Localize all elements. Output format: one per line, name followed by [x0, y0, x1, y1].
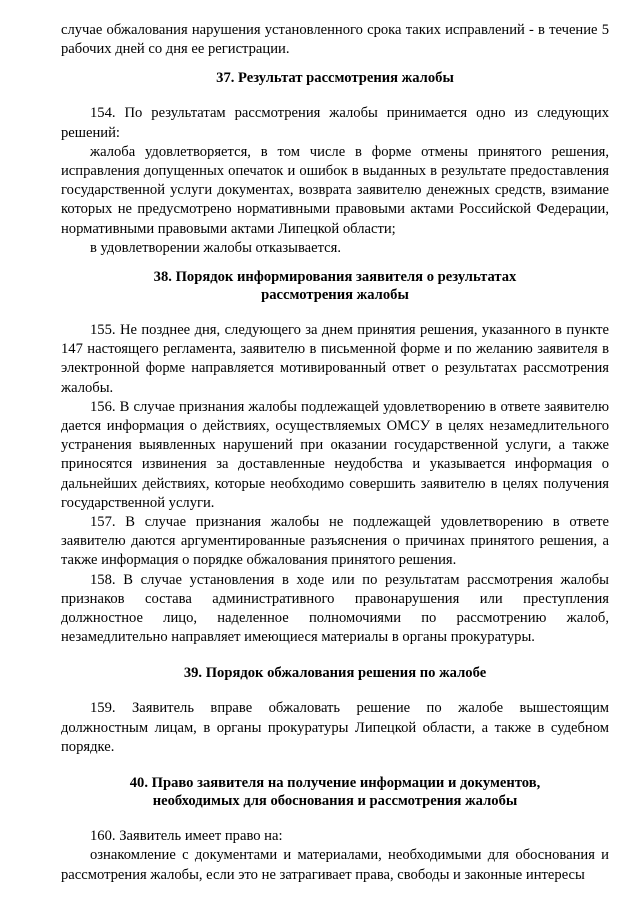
- paragraph-157: 157. В случае признания жалобы не подлежащей удовлетворению в ответе заявителю даются аргументированные разъяснения о причинах принятого решения, а также информация о порядке обжалования принятого решения.: [61, 514, 609, 569]
- document-page: [61, 21, 609, 885]
- list-item-refused: в удовлетворении жалобы отказывается.: [90, 239, 342, 256]
- section-40-heading: [61, 774, 609, 810]
- section-38-heading-line1: 38. Порядок информирования заявителя о результатах: [153, 269, 517, 286]
- section-38-heading-line2: рассмотрения жалобы: [261, 287, 409, 304]
- list-item-access-documents: ознакомление с документами и материалами, необходимыми для обоснования и рассмотрения жалобы, если это не затрагивает права, свободы и законные интересы: [61, 847, 609, 883]
- intro-paragraph: случае обжалования нарушения установленного срока таких исправлений - в течение 5 рабочих дней со дня ее регистрации.: [61, 22, 609, 58]
- paragraph-154: 154. По результатам рассмотрения жалобы принимается одно из следующих решений:: [61, 105, 609, 141]
- list-item-satisfied: жалоба удовлетворяется, в том числе в форме отмены принятого решения, исправления допущенных опечаток и ошибок в выданных в результате предоставления государственной услуги документах, возврата заявителю денежных средств, взимание которых не предусмотрено нормативными правовыми актами Российской Федерации, нормативными правовыми актами Липецкой области;: [61, 143, 609, 237]
- section-40-heading-line2: необходимых для обоснования и рассмотрения жалобы: [152, 793, 518, 810]
- paragraph-159: 159. Заявитель вправе обжаловать решение по жалобе вышестоящим должностным лицам, в органы прокуратуры Липецкой области, а также в судебном порядке.: [61, 700, 609, 755]
- section-37-heading: 37. Результат рассмотрения жалобы: [216, 70, 454, 87]
- paragraph-156: 156. В случае признания жалобы подлежащей удовлетворению в ответе заявителю дается информация о действиях, осуществляемых ОМСУ в целях незамедлительного устранения выявленных нарушений при оказании государственной услуги, а также приносятся извинения за доставленные неудобства и указывается информация о дальнейших действиях, которые необходимо совершить заявителю в целях получения государственной услуги.: [61, 398, 609, 511]
- paragraph-160: 160. Заявитель имеет право на:: [90, 828, 283, 845]
- paragraph-158: 158. В случае установления в ходе или по результатам рассмотрения жалобы признаков состава административного правонарушения или преступления должностное лицо, наделенное полномочиями по рассмотрению жалоб, незамедлительно направляет имеющиеся материалы в органы прокуратуры.: [61, 571, 609, 646]
- section-39-heading: 39. Порядок обжалования решения по жалобе: [183, 665, 487, 682]
- paragraph-155: 155. Не позднее дня, следующего за днем принятия решения, указанного в пункте 147 настоящего регламента, заявителю в письменной форме и по желанию заявителя в электронной форме направляется мотивированный ответ о результатах рассмотрения жалобы.: [61, 322, 609, 396]
- section-40-heading-line1: 40. Право заявителя на получение информации и документов,: [129, 775, 541, 792]
- section-38-heading: [61, 268, 609, 304]
